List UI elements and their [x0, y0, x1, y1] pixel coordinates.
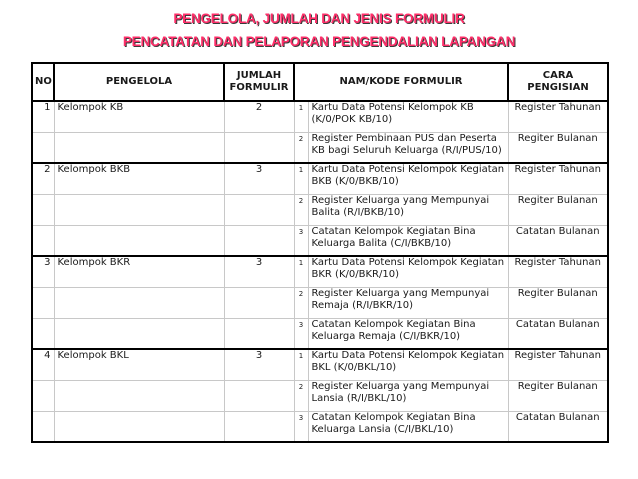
- row-number: [32, 194, 54, 225]
- page-title-line-1: PENGELOLA, JUMLAH DAN JENIS FORMULIR: [173, 11, 465, 26]
- row-form-name: Register Keluarga yang Mempunyai Lansia (R/I/BKL/10): [308, 380, 508, 411]
- row-fill-method: Regiter Bulanan: [508, 132, 608, 163]
- row-form-count: [224, 411, 294, 442]
- row-number: [32, 132, 54, 163]
- table-row: [32, 411, 608, 442]
- table-row: [32, 287, 608, 318]
- row-fill-method: Regiter Bulanan: [508, 380, 608, 411]
- row-form-name: Register Keluarga yang Mempunyai Remaja (R/I/BKR/10): [308, 287, 508, 318]
- row-form-count: [224, 225, 294, 256]
- row-fill-method: Register Tahunan: [508, 256, 608, 287]
- table-row: [32, 380, 608, 411]
- row-form-name: Catatan Kelompok Kegiatan Bina Keluarga Lansia (C/I/BKL/10): [308, 411, 508, 442]
- row-manager: [54, 411, 224, 442]
- row-manager: [54, 380, 224, 411]
- row-form-index: 2: [294, 194, 308, 225]
- row-form-count: [224, 132, 294, 163]
- forms-table: [31, 62, 609, 443]
- table-row: [32, 318, 608, 349]
- row-form-name: Kartu Data Potensi Kelompok Kegiatan BKB (K/0/BKB/10): [308, 163, 508, 194]
- row-form-index: 1: [294, 256, 308, 287]
- row-number: 1: [32, 101, 54, 132]
- row-manager: Kelompok BKB: [54, 163, 224, 194]
- row-form-name: Register Pembinaan PUS dan Peserta KB bagi Seluruh Keluarga (R/I/PUS/10): [308, 132, 508, 163]
- row-number: [32, 287, 54, 318]
- table-row: [32, 225, 608, 256]
- header-method: CARA PENGISIAN: [508, 63, 608, 101]
- row-form-name: Catatan Kelompok Kegiatan Bina Keluarga Balita (C/I/BKB/10): [308, 225, 508, 256]
- row-manager: [54, 225, 224, 256]
- row-fill-method: Register Tahunan: [508, 163, 608, 194]
- row-manager: [54, 287, 224, 318]
- row-number: [32, 380, 54, 411]
- row-form-index: 3: [294, 225, 308, 256]
- row-manager: [54, 194, 224, 225]
- header-form: NAM/KODE FORMULIR: [294, 63, 508, 101]
- row-fill-method: Regiter Bulanan: [508, 287, 608, 318]
- row-form-name: Kartu Data Potensi Kelompok KB (K/0/POK KB/10): [308, 101, 508, 132]
- row-form-index: 1: [294, 163, 308, 194]
- table-row: [32, 132, 608, 163]
- row-form-count: [224, 287, 294, 318]
- table-row: [32, 194, 608, 225]
- row-fill-method: Regiter Bulanan: [508, 194, 608, 225]
- table-row: [32, 349, 608, 380]
- row-number: [32, 225, 54, 256]
- row-manager: Kelompok BKL: [54, 349, 224, 380]
- row-form-count: [224, 194, 294, 225]
- row-manager: [54, 132, 224, 163]
- row-number: [32, 411, 54, 442]
- row-form-index: 1: [294, 349, 308, 380]
- row-form-count: 3: [224, 163, 294, 194]
- row-number: 2: [32, 163, 54, 194]
- table-row: [32, 101, 608, 132]
- row-form-name: Register Keluarga yang Mempunyai Balita (R/I/BKB/10): [308, 194, 508, 225]
- row-fill-method: Catatan Bulanan: [508, 411, 608, 442]
- row-number: 4: [32, 349, 54, 380]
- row-form-index: 3: [294, 411, 308, 442]
- table-row: [32, 163, 608, 194]
- header-manager: PENGELOLA: [54, 63, 224, 101]
- header-count: JUMLAH FORMULIR: [224, 63, 294, 101]
- row-form-count: [224, 318, 294, 349]
- row-form-index: 2: [294, 132, 308, 163]
- row-manager: [54, 318, 224, 349]
- row-manager: Kelompok BKR: [54, 256, 224, 287]
- page-title-line-2: PENCATATAN DAN PELAPORAN PENGENDALIAN LAPANGAN: [122, 34, 516, 49]
- row-form-count: 3: [224, 256, 294, 287]
- row-fill-method: Catatan Bulanan: [508, 318, 608, 349]
- row-number: 3: [32, 256, 54, 287]
- table-body: [32, 101, 608, 442]
- row-form-index: 3: [294, 318, 308, 349]
- row-form-name: Kartu Data Potensi Kelompok Kegiatan BKR (K/0/BKR/10): [308, 256, 508, 287]
- row-form-count: 2: [224, 101, 294, 132]
- row-form-count: 3: [224, 349, 294, 380]
- row-fill-method: Catatan Bulanan: [508, 225, 608, 256]
- row-fill-method: Register Tahunan: [508, 101, 608, 132]
- header-no: NO: [32, 63, 54, 101]
- row-form-index: 2: [294, 287, 308, 318]
- row-form-count: [224, 380, 294, 411]
- row-form-index: 2: [294, 380, 308, 411]
- row-form-index: 1: [294, 101, 308, 132]
- table-row: [32, 256, 608, 287]
- row-form-name: Kartu Data Potensi Kelompok Kegiatan BKL (K/0/BKL/10): [308, 349, 508, 380]
- row-manager: Kelompok KB: [54, 101, 224, 132]
- row-fill-method: Register Tahunan: [508, 349, 608, 380]
- row-form-name: Catatan Kelompok Kegiatan Bina Keluarga Remaja (C/I/BKR/10): [308, 318, 508, 349]
- row-number: [32, 318, 54, 349]
- table-header-row: [32, 63, 608, 101]
